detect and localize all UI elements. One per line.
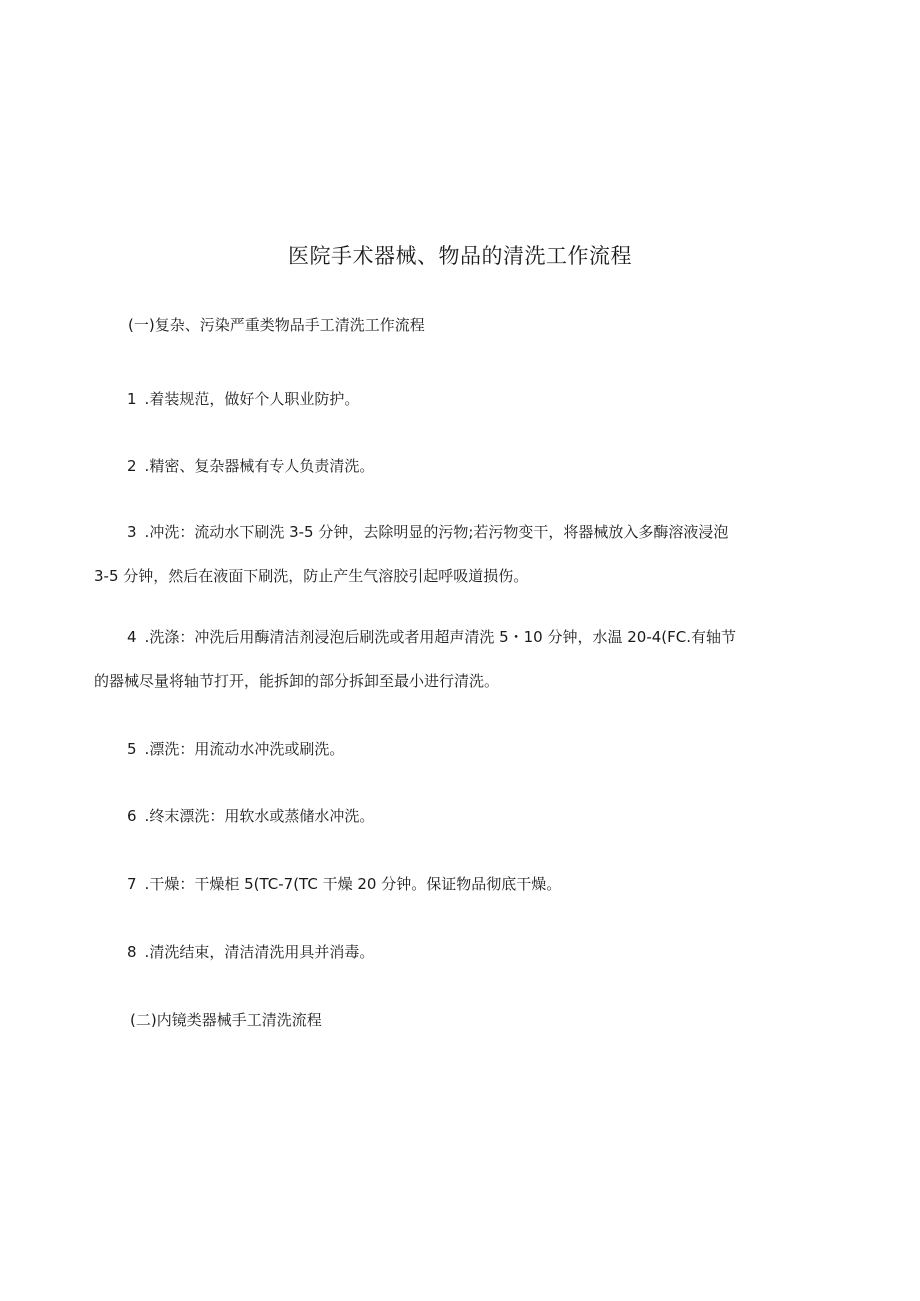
step-text: .漂洗：用流动水冲洗或刷洗。 [144,740,345,758]
step-7 [94,862,820,906]
step-5 [94,727,820,771]
step-number: 1 [127,390,137,408]
step-number: 7 [127,875,137,893]
step-number: 3 [127,523,137,541]
step-number: 5 [127,740,137,758]
step-text-continued: 3-5 分钟，然后在液面下刷洗，防止产生气溶胶引起呼吸道损伤。 [94,567,529,585]
step-number: 4 [127,628,137,646]
step-4 [94,615,820,703]
step-text-continued: 的器械尽量将轴节打开，能拆卸的部分拆卸至最小进行清洗。 [94,672,500,690]
step-text: .洗涤：冲洗后用酶清洁剂浸泡后刷洗或者用超声清洗 5・10 分钟，水温 20-4(FC.有轴节 [144,628,737,646]
step-text: .精密、复杂器械有专人负责清洗。 [144,457,375,475]
step-3 [94,510,820,598]
step-number: 6 [127,807,137,825]
step-number: 8 [127,943,137,961]
section-heading-2: (二)内镜类器械手工清洗流程 [130,1011,322,1029]
step-1 [94,377,820,421]
step-text: .冲洗：流动水下刷洗 3-5 分钟，去除明显的污物;若污物变干，将器械放入多酶溶液浸泡 [144,523,729,541]
step-text: .着装规范，做好个人职业防护。 [144,390,360,408]
step-text: .干燥：干燥柜 5(TC-7(TC 干燥 20 分钟。保证物品彻底干燥。 [144,875,562,893]
step-text: .清洗结束，清洁清洗用具并消毒。 [144,943,375,961]
step-text: .终末漂洗：用软水或蒸储水冲洗。 [144,807,375,825]
step-number: 2 [127,457,137,475]
step-2 [94,444,820,488]
document-title: 医院手术器械、物品的清洗工作流程 [288,244,632,268]
step-6 [94,794,820,838]
section-heading-1: (一)复杂、污染严重类物品手工清洗工作流程 [128,316,425,334]
step-8 [94,930,820,974]
